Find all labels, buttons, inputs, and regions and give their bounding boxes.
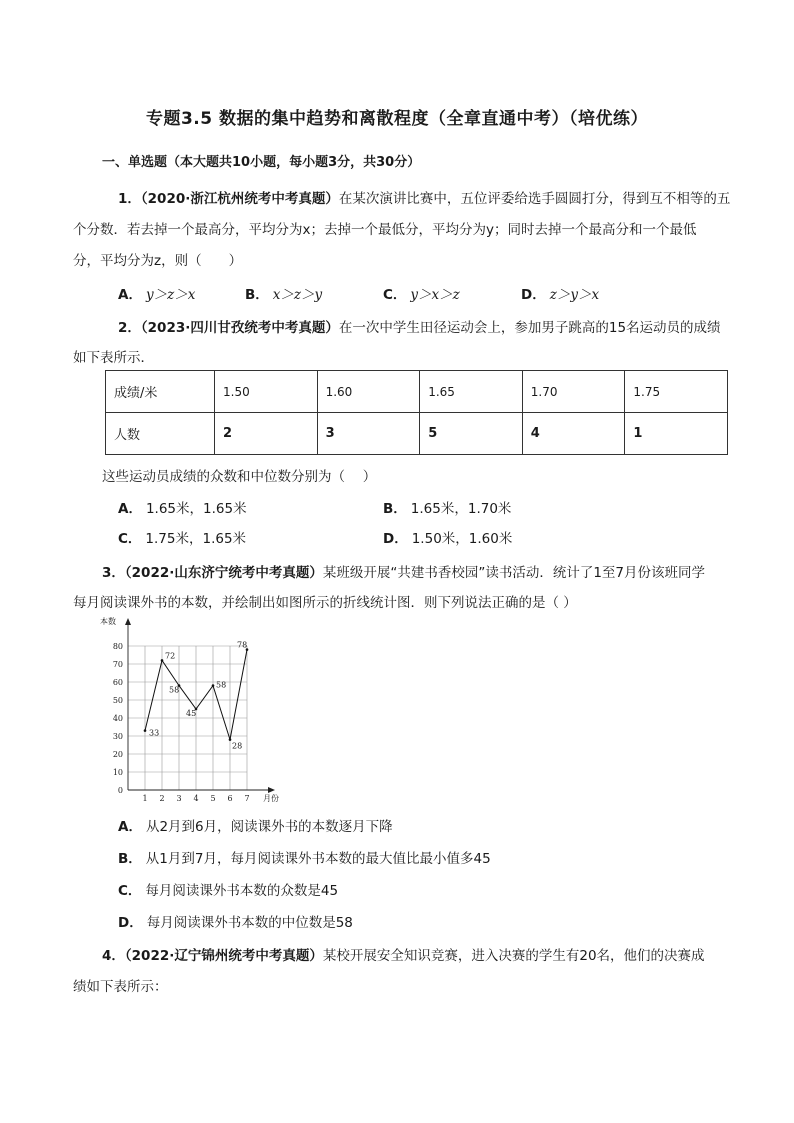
line-chart — [96, 612, 296, 807]
y-axis-arrow — [125, 618, 131, 625]
q3-line-2: 每月阅读课外书的本数，并绘制出如图所示的折线统计图．则下列说法正确的是（ ） — [73, 595, 577, 611]
q4-line-1 — [102, 944, 705, 964]
data-label: 72 — [165, 651, 176, 661]
table-cell: 1.65 — [420, 371, 523, 413]
option-label: C． — [383, 287, 407, 303]
score-table — [105, 370, 728, 455]
y-axis-label: 本数 — [100, 617, 116, 626]
data-label: 58 — [169, 685, 180, 695]
q3-number: 3． — [102, 565, 125, 581]
q3-option-d[interactable] — [118, 911, 353, 931]
table-cell: 人数 — [106, 413, 215, 455]
q1-option-b[interactable] — [245, 283, 322, 303]
data-point — [161, 659, 164, 662]
option-text: 从2月到6月，阅读课外书的本数逐月下降 — [145, 819, 393, 835]
option-label: D． — [521, 287, 546, 303]
q3-option-c[interactable] — [118, 879, 338, 899]
y-tick-label: 80 — [112, 642, 123, 651]
y-tick-label: 60 — [112, 678, 123, 687]
option-label: D． — [118, 915, 143, 931]
x-tick-label: 2 — [159, 794, 165, 803]
q2-line-2: 如下表所示． — [73, 350, 154, 366]
table-cell: 1.60 — [317, 371, 420, 413]
option-text: 1.50米，1.60米 — [411, 531, 513, 547]
q1-option-a[interactable] — [118, 283, 195, 303]
data-point — [229, 738, 232, 741]
q1-option-c[interactable] — [383, 283, 460, 303]
table-cell: 1.75 — [625, 371, 728, 413]
option-text: z＞y＞x — [549, 287, 600, 303]
option-label: B． — [245, 287, 269, 303]
option-label: C． — [118, 531, 142, 547]
data-label: 58 — [216, 680, 227, 690]
table-cell: 1.70 — [522, 371, 625, 413]
option-text: 每月阅读课外书本数的众数是45 — [145, 883, 339, 899]
option-text: 从1月到7月，每月阅读课外书本数的最大值比最小值多45 — [145, 851, 491, 867]
x-axis-label: 月份 — [263, 794, 279, 803]
x-tick-label: 1 — [142, 794, 148, 803]
q3-option-b[interactable] — [118, 847, 491, 867]
x-tick-label: 3 — [176, 794, 182, 803]
page-title: 专题3.5 数据的集中趋势和离散程度（全章直通中考）（培优练） — [145, 109, 649, 129]
q1-line-3: 分，平均分为z，则（ ） — [73, 253, 243, 269]
y-tick-label: 40 — [112, 714, 123, 723]
q2-line-1 — [118, 316, 721, 336]
q1-source: （2020·浙江杭州统考中考真题） — [140, 191, 339, 207]
table-cell: 5 — [420, 413, 523, 455]
q4-number: 4． — [102, 948, 125, 964]
option-text: 1.75米，1.65米 — [145, 531, 247, 547]
option-label: B． — [118, 851, 142, 867]
table-cell: 成绩/米 — [106, 371, 215, 413]
option-text: y＞x＞z — [410, 287, 460, 303]
data-label: 33 — [149, 728, 160, 738]
q2-option-d[interactable] — [383, 527, 512, 547]
section-heading: 一、单选题（本大题共10小题，每小题3分，共30分） — [102, 155, 421, 170]
table-row — [106, 413, 728, 455]
q2-option-a[interactable] — [118, 497, 247, 517]
q1-line-1 — [118, 187, 730, 207]
table-row — [106, 371, 728, 413]
q2-text-1: 在一次中学生田径运动会上，参加男子跳高的15名运动员的成绩 — [338, 320, 721, 336]
option-text: y＞z＞x — [145, 287, 196, 303]
y-tick-label: 50 — [112, 696, 123, 705]
option-label: B． — [383, 501, 407, 517]
q2-question: 这些运动员成绩的众数和中位数分别为（ ） — [102, 469, 377, 485]
option-text: 1.65米，1.70米 — [410, 501, 512, 517]
data-point — [144, 729, 147, 732]
y-tick-label: 20 — [112, 750, 123, 759]
q1-text-1: 在某次演讲比赛中，五位评委给选手圆圆打分，得到互不相等的五 — [338, 191, 731, 207]
data-label: 28 — [232, 741, 243, 751]
option-label: A． — [118, 287, 142, 303]
table-cell: 1 — [625, 413, 728, 455]
q2-source: （2023·四川甘孜统考中考真题） — [140, 320, 339, 336]
data-label: 78 — [237, 640, 248, 650]
q4-line-2: 绩如下表所示： — [73, 979, 168, 995]
q3-text-1: 某班级开展“共建书香校园”读书活动．统计了1至7月份该班同学 — [322, 565, 706, 581]
x-tick-label: 4 — [193, 794, 199, 803]
q3-source: （2022·山东济宁统考中考真题） — [124, 565, 323, 581]
x-tick-label: 5 — [210, 794, 216, 803]
table-cell: 2 — [215, 413, 318, 455]
option-text: 1.65米，1.65米 — [145, 501, 247, 517]
option-text: 每月阅读课外书本数的中位数是58 — [146, 915, 353, 931]
option-label: A． — [118, 501, 142, 517]
x-tick-label: 7 — [244, 794, 250, 803]
q4-source: （2022·辽宁锦州统考中考真题） — [124, 948, 323, 964]
option-label: D． — [383, 531, 408, 547]
q4-text-1: 某校开展安全知识竞赛，进入决赛的学生有20名，他们的决赛成 — [322, 948, 705, 964]
q1-line-2: 个分数．若去掉一个最高分，平均分为x；去掉一个最低分，平均分为y；同时去掉一个最高分和一个最低 — [73, 222, 697, 238]
y-tick-label: 0 — [117, 786, 123, 795]
q1-option-d[interactable] — [521, 283, 599, 303]
q3-line-1 — [102, 561, 705, 581]
q2-option-b[interactable] — [383, 497, 511, 517]
option-text: x＞z＞y — [272, 287, 323, 303]
table-cell: 4 — [522, 413, 625, 455]
y-tick-label: 70 — [112, 660, 123, 669]
q1-number: 1． — [118, 191, 141, 207]
q2-number: 2． — [118, 320, 141, 336]
table-cell: 3 — [317, 413, 420, 455]
y-tick-label: 10 — [112, 768, 123, 777]
q2-option-c[interactable] — [118, 527, 246, 547]
x-tick-label: 6 — [227, 794, 233, 803]
option-label: A． — [118, 819, 142, 835]
option-label: C． — [118, 883, 142, 899]
q3-option-a[interactable] — [118, 815, 393, 835]
data-label: 45 — [186, 709, 197, 718]
x-axis-arrow — [268, 787, 275, 793]
y-tick-label: 30 — [112, 732, 123, 741]
data-point — [212, 684, 215, 687]
table-cell: 1.50 — [215, 371, 318, 413]
